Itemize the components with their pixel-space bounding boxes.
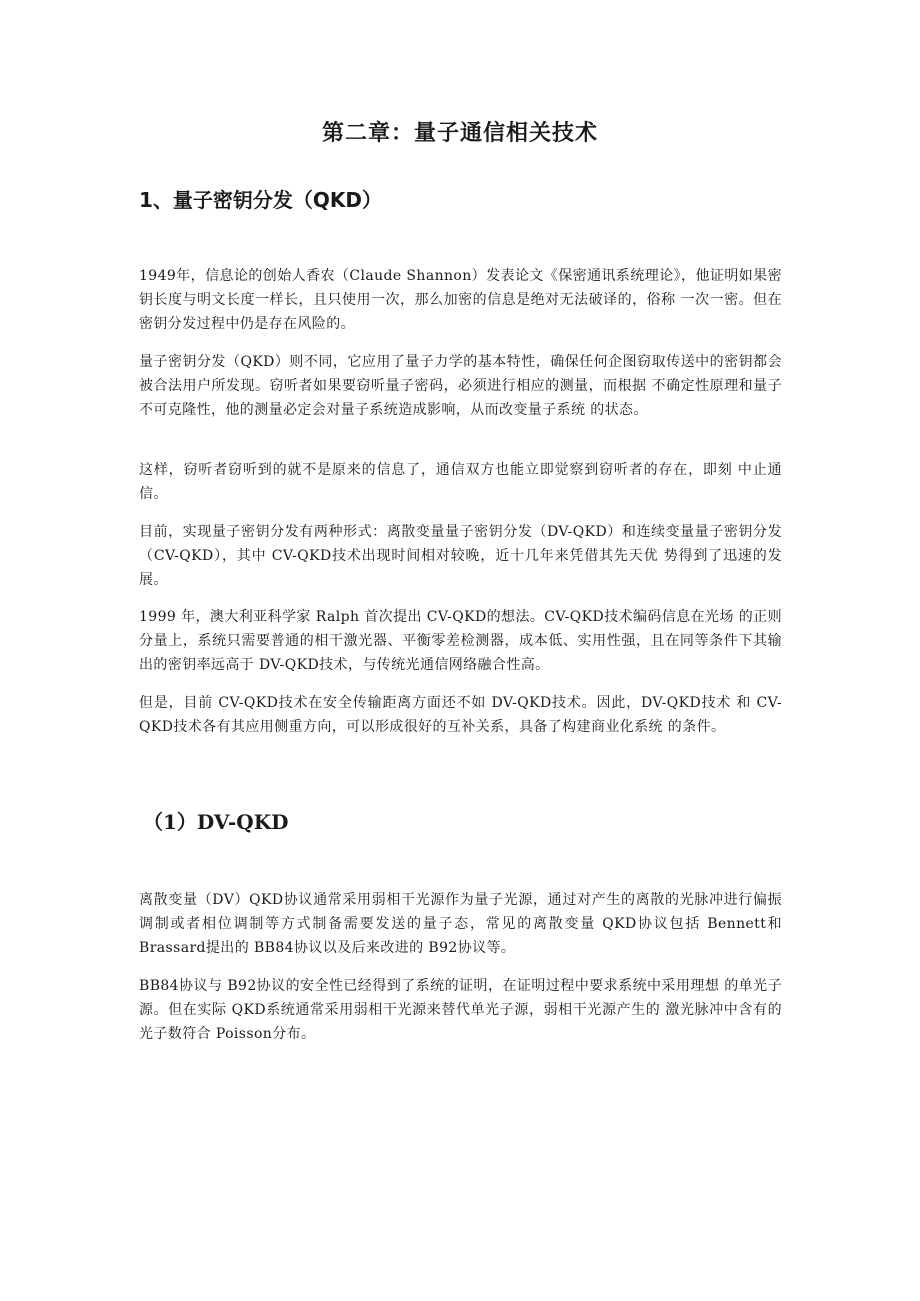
section-heading-qkd: 1、量子密钥分发（QKD） xyxy=(139,188,383,212)
paragraph-cv-qkd-history: 1999 年，澳大利亚科学家 Ralph 首次提出 CV-QKD的想法。CV-QKD技术编码信息在光场 的正则分量上，系统只需要普通的相干激光器、平衡零差检测器，成本低、实用性强，且在同等条件下其输出的密钥率远高于 DV-QKD技术，与传统光通信网络融合性高。 xyxy=(139,609,782,673)
paragraph-dv-protocols: 离散变量（DV）QKD协议通常采用弱相干光源作为量子光源，通过对产生的离散的光脉冲进行偏振调制或者相位调制等方式制备需要发送的量子态，常见的离散变量 QKD协议包括 Bennett和 Brassard提出的 BB84协议以及后来改进的 B92协议等。 xyxy=(139,892,782,956)
paragraph-eavesdropper: 这样，窃听者窃听到的就不是原来的信息了，通信双方也能立即觉察到窃听者的存在，即刻 中止通信。 xyxy=(139,462,782,502)
paragraph-qkd-principle: 量子密钥分发（QKD）则不同，它应用了量子力学的基本特性，确保任何企图窃取传送中的密钥都会被合法用户所发现。窃听者如果要窃听量子密码，必须进行相应的测量，而根据 不确定性原理和量子不可克隆性，他的测量必定会对量子系统造成影响，从而改变量子系统 的状态。 xyxy=(139,354,782,418)
subsection-heading-dv-qkd: （1）DV-QKD xyxy=(143,810,289,834)
paragraph-shannon: 1949年，信息论的创始人香农（Claude Shannon）发表论文《保密通讯系统理论》，他证明如果密钥长度与明文长度一样长，且只使用一次，那么加密的信息是绝对无法破译的，俗称 一次一密。但在密钥分发过程中仍是存在风险的。 xyxy=(139,268,782,332)
paragraph-complementary: 但是，目前 CV-QKD技术在安全传输距离方面还不如 DV-QKD技术。因此，DV-QKD技术 和 CV-QKD技术各有其应用侧重方向，可以形成很好的互补关系，具备了构建商业化系统 的条件。 xyxy=(139,695,782,735)
paragraph-two-forms: 目前，实现量子密钥分发有两种形式：离散变量量子密钥分发（DV-QKD）和连续变量量子密钥分发（CV-QKD），其中 CV-QKD技术出现时间相对较晚，近十几年来凭借其先天优 势得到了迅速的发展。 xyxy=(139,524,782,588)
chapter-title: 第二章：量子通信相关技术 xyxy=(321,121,598,146)
paragraph-bb84-security: BB84协议与 B92协议的安全性已经得到了系统的证明，在证明过程中要求系统中采用理想 的单光子源。但在实际 QKD系统通常采用弱相干光源来替代单光子源，弱相干光源产生的 激光脉冲中含有的光子数符合 Poisson分布。 xyxy=(139,978,782,1042)
